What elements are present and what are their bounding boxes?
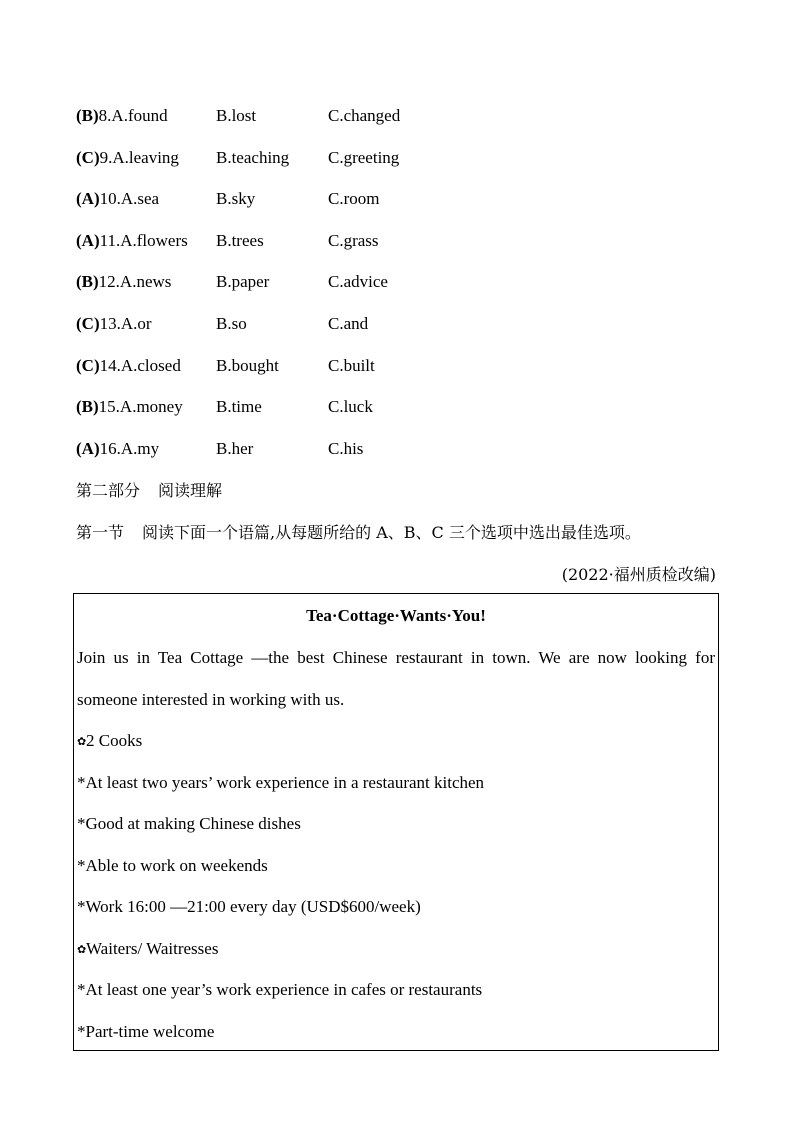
flower-icon: ✿	[77, 735, 87, 748]
question-number: 14.	[99, 356, 121, 375]
question-number: 13.	[99, 314, 121, 333]
option-c: C.built	[328, 356, 375, 375]
cooks-requirement-3: *Able to work on weekends	[77, 856, 268, 875]
answer-choice: (B)	[76, 272, 99, 291]
advertisement-box	[73, 593, 719, 1051]
option-b: B.sky	[216, 189, 256, 208]
cooks-requirement-1: *At least two years’ work experience in a restaurant kitchen	[77, 773, 485, 792]
question-number: 9.	[99, 148, 113, 167]
answer-choice: (B)	[76, 106, 99, 125]
option-c: C.greeting	[328, 148, 400, 167]
section-one-instruction	[76, 521, 641, 545]
cooks-requirement-2: *Good at making Chinese dishes	[77, 814, 301, 833]
option-b: B.so	[216, 314, 247, 333]
option-b: B.paper	[216, 272, 270, 291]
option-a: A.leaving	[112, 148, 179, 167]
option-a: A.money	[119, 397, 183, 416]
question-number: 11.	[99, 231, 121, 250]
part-two-title: 阅读理解	[158, 481, 223, 500]
waiters-heading-text: Waiters/ Waitresses	[86, 939, 219, 958]
option-b: B.her	[216, 439, 254, 458]
option-b: B.teaching	[216, 148, 290, 167]
question-number: 16.	[99, 439, 121, 458]
answer-choice: (C)	[76, 148, 100, 167]
option-c: C.luck	[328, 397, 373, 416]
source-note: (2022·福州质检改编)	[561, 565, 716, 584]
answer-choice: (B)	[76, 397, 99, 416]
option-a: A.flowers	[120, 231, 188, 250]
option-c: C.his	[328, 439, 364, 458]
option-a: A.my	[120, 439, 160, 458]
ad-title: Tea·Cottage·Wants·You!	[306, 606, 486, 625]
question-number: 12.	[98, 272, 120, 291]
option-a: A.found	[111, 106, 168, 125]
part-two-heading	[76, 479, 222, 503]
option-c: C.and	[328, 314, 369, 333]
waiters-requirement-1: *At least one year’s work experience in cafes or restaurants	[77, 980, 483, 999]
option-a: A.news	[119, 272, 172, 291]
option-b: B.trees	[216, 231, 264, 250]
answer-choice: (A)	[76, 439, 100, 458]
option-c: C.advice	[328, 272, 388, 291]
option-b: B.time	[216, 397, 262, 416]
question-number: 8.	[98, 106, 112, 125]
option-c: C.grass	[328, 231, 379, 250]
option-c: C.room	[328, 189, 380, 208]
cooks-requirement-4: *Work 16:00 —21:00 every day (USD$600/week)	[77, 897, 421, 916]
part-two-label: 第二部分	[76, 481, 141, 500]
cooks-heading-text: 2 Cooks	[86, 731, 143, 750]
question-number: 15.	[98, 397, 120, 416]
option-c: C.changed	[328, 106, 401, 125]
answer-choice: (A)	[76, 231, 100, 250]
option-a: A.or	[120, 314, 152, 333]
section-one-text: 阅读下面一个语篇,从每题所给的 A、B、C 三个选项中选出最佳选项。	[142, 523, 641, 542]
ad-intro-line-1: Join us in Tea Cottage —the best Chinese restaurant in town. We are now looking for	[77, 648, 715, 667]
ad-intro-line-2: someone interested in working with us.	[77, 690, 345, 709]
option-a: A.sea	[120, 189, 160, 208]
cooks-heading	[77, 729, 715, 753]
answer-choice: (C)	[76, 356, 100, 375]
answer-choice: (C)	[76, 314, 100, 333]
answer-choice: (A)	[76, 189, 100, 208]
section-one-label: 第一节	[76, 523, 125, 542]
waiters-requirement-2: *Part-time welcome	[77, 1022, 215, 1041]
option-b: B.lost	[216, 106, 257, 125]
option-b: B.bought	[216, 356, 279, 375]
waiters-heading	[77, 937, 715, 961]
question-number: 10.	[99, 189, 121, 208]
flower-icon: ✿	[77, 943, 87, 956]
option-a: A.closed	[120, 356, 181, 375]
